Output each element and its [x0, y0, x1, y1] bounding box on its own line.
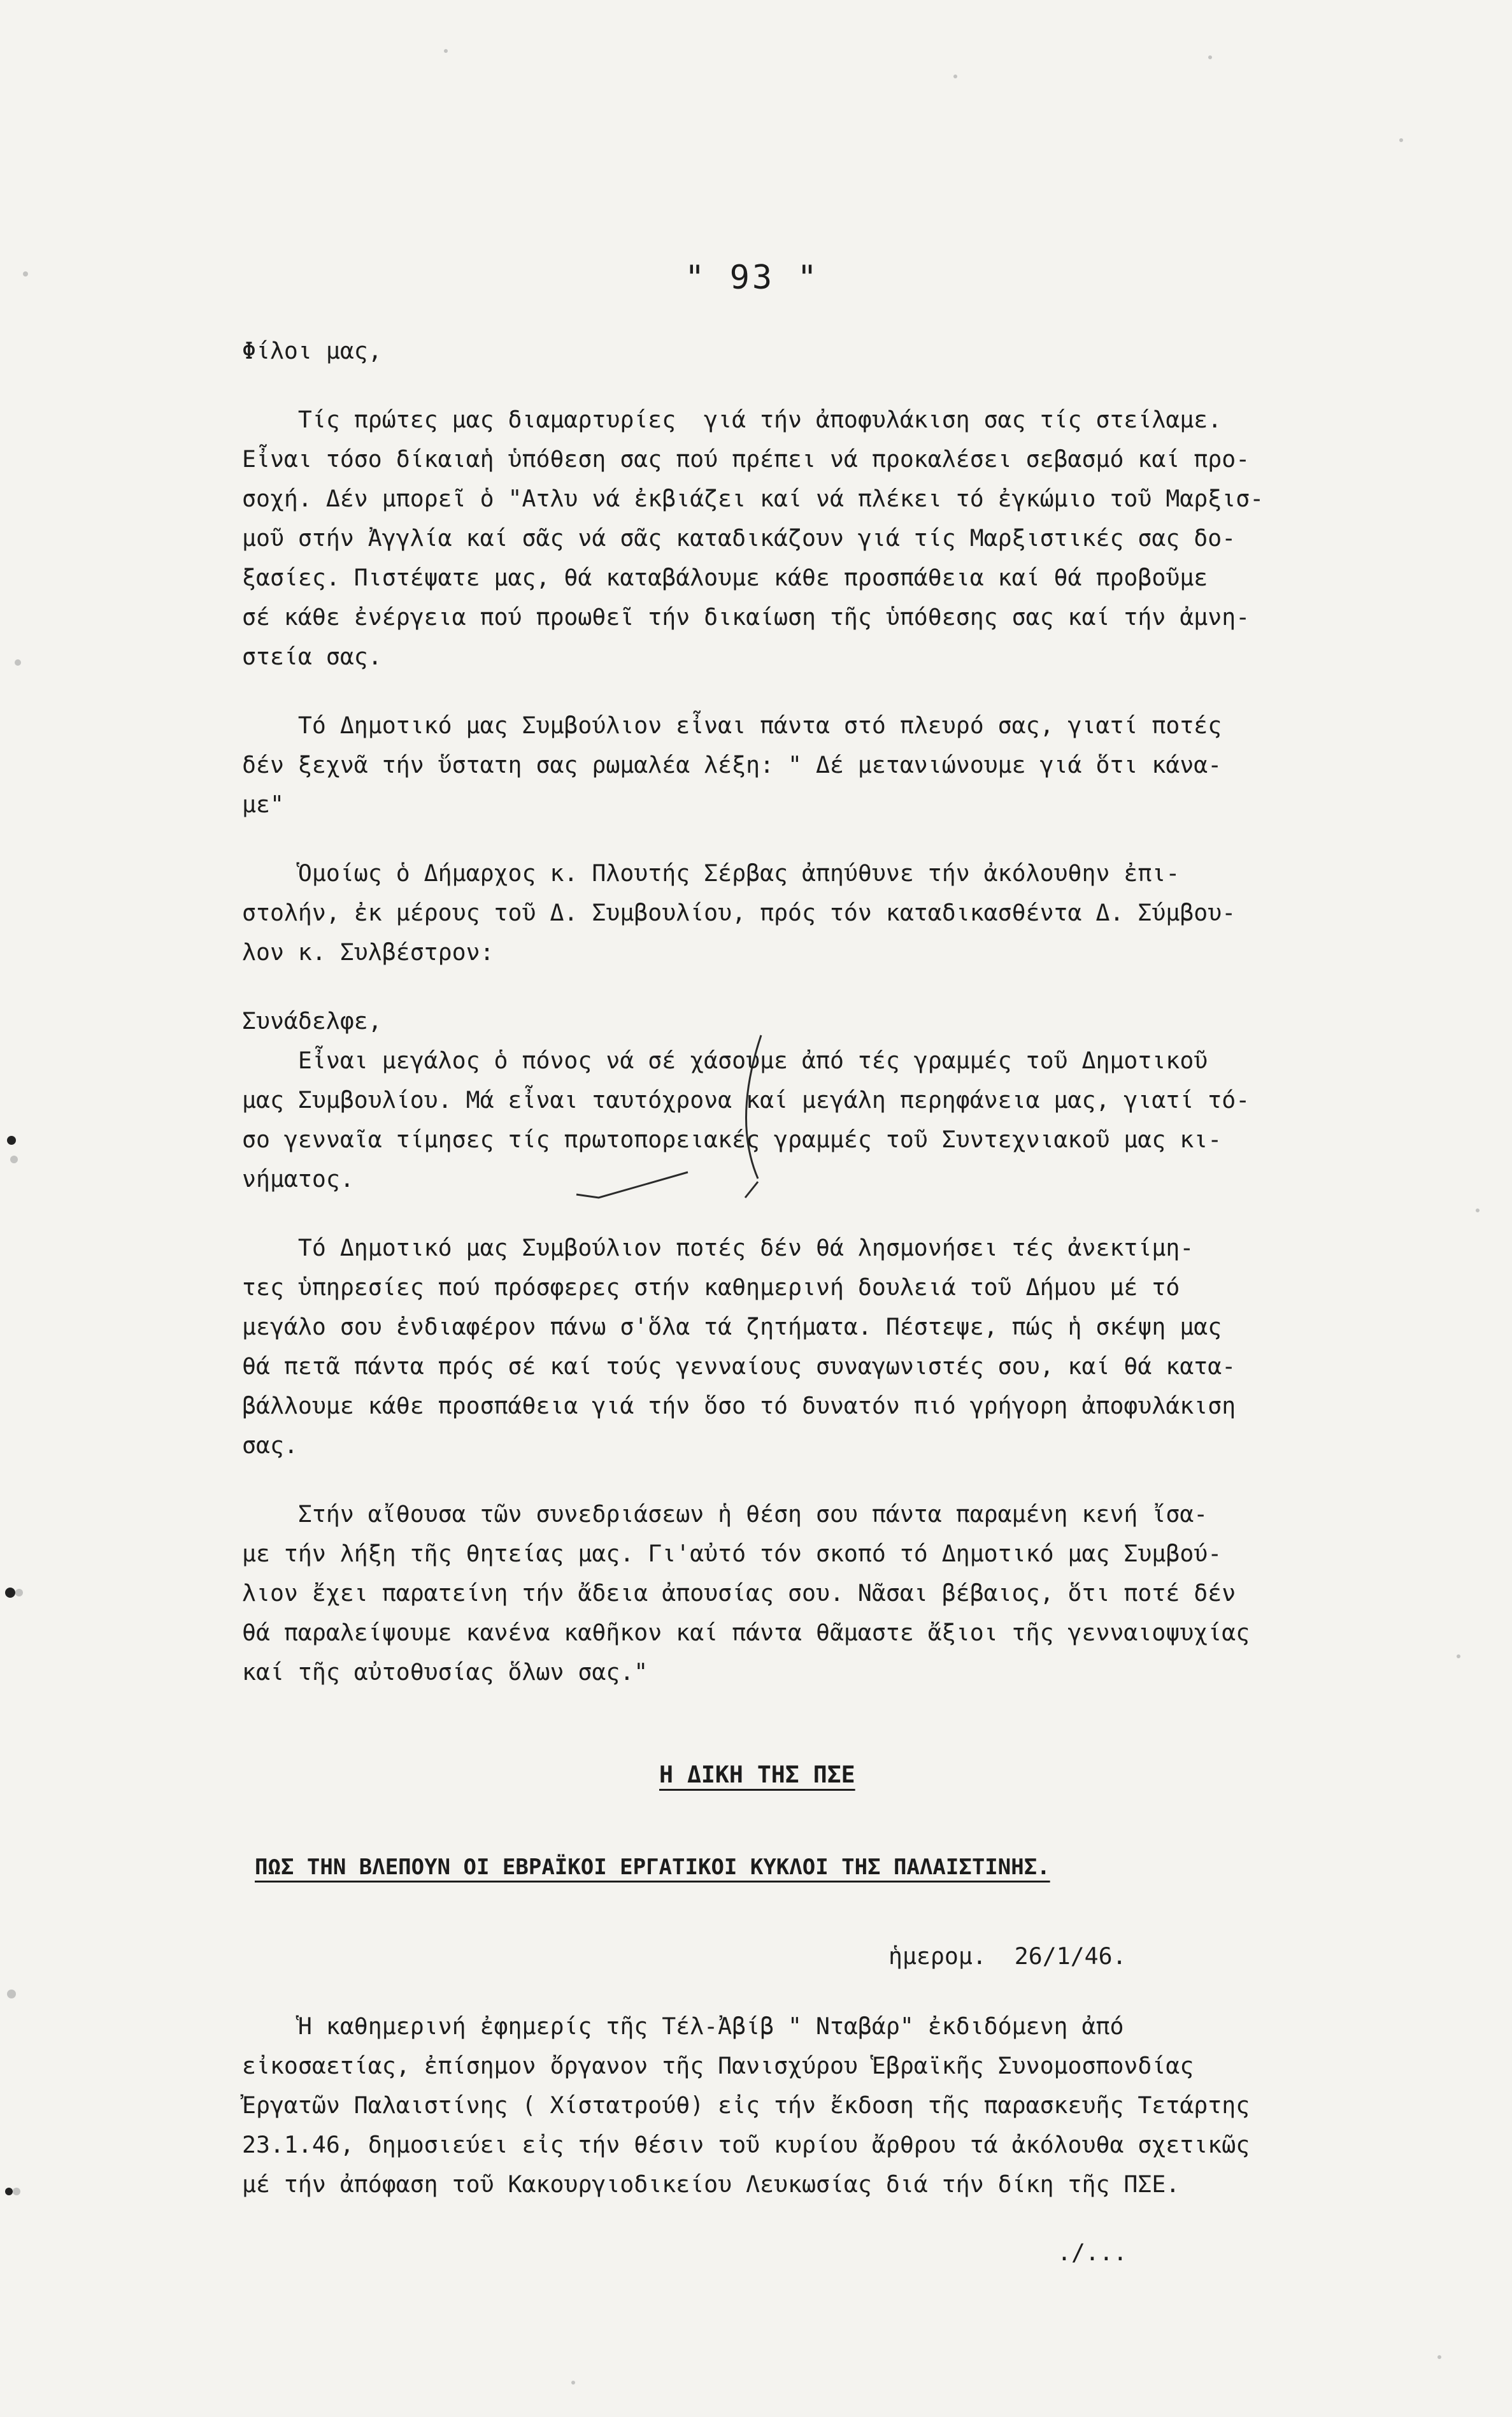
text-line: σο γενναῖα τίμησες τίς πρωτοπορειακές γραμμές τοῦ Συντεχνιακοῦ μας κι- — [242, 1126, 1222, 1153]
text-line: Στήν αἴθουσα τῶν συνεδριάσεων ἡ θέση σου πάντα παραμένη κενή ἴσα- — [242, 1500, 1208, 1528]
section-heading-palestine: ΠΩΣ ΤΗΝ ΒΛΕΠΟΥΝ ΟΙ ΕΒΡΑΪΚΟΙ ΕΡΓΑΤΙΚΟΙ ΚΥΚΛΟΙ ΤΗΣ ΠΑΛΑΙΣΤΙΝΗΣ. — [255, 1854, 1050, 1880]
continuation-mark: ./... — [1057, 2239, 1127, 2266]
text-line: καί τῆς αὐτοθυσίας ὅλων σας." — [242, 1658, 648, 1686]
text-line: με τήν λήξη τῆς θητείας μας. Γι'αὐτό τόν σκοπό τό Δημοτικό μας Συμβού- — [242, 1540, 1222, 1567]
date-line: ἡμερομ. 26/1/46. — [888, 1942, 1127, 1970]
text-line: σας. — [242, 1431, 298, 1459]
text-line: μεγάλο σου ἐνδιαφέρον πάνω σ'ὅλα τά ζητήματα. Πέστεψε, πώς ἡ σκέψη μας — [242, 1313, 1222, 1340]
text-line: μοῦ στήν Ἀγγλία καί σᾶς νά σᾶς καταδικάζουν γιά τίς Μαρξιστικές σας δο- — [242, 524, 1236, 552]
text-line: Ἐργατῶν Παλαιστίνης ( Χίστατρούθ) εἰς τήν ἔκδοση τῆς παρασκευῆς Τετάρτης — [242, 2091, 1250, 2119]
text-line: θά παραλείψουμε κανένα καθῆκον καί πάντα θᾶμαστε ἄξιοι τῆς γενναιοψυχίας — [242, 1619, 1250, 1646]
salutation-colleague: Συνάδελφε, — [242, 1007, 382, 1035]
text-line: Εἶναι μεγάλος ὁ πόνος νά σέ χάσουμε ἀπό τές γραμμές τοῦ Δημοτικοῦ — [242, 1047, 1208, 1074]
section-heading-trial: Η ΔΙΚΗ ΤΗΣ ΠΣΕ — [659, 1761, 855, 1788]
text-line: μέ τήν ἀπόφαση τοῦ Κακουργιοδικείου Λευκωσίας διά τήν δίκη τῆς ΠΣΕ. — [242, 2170, 1180, 2198]
text-line: στολήν, ἐκ μέρους τοῦ Δ. Συμβουλίου, πρός τόν καταδικασθέντα Δ. Σύμβου- — [242, 899, 1236, 926]
text-line: δέν ξεχνᾶ τήν ὕστατη σας ρωμαλέα λέξη: " Δέ μετανιώνουμε γιά ὅτι κάνα- — [242, 751, 1222, 778]
text-line: Τό Δημοτικό μας Συμβούλιον εἶναι πάντα στό πλευρό σας, γιατί ποτές — [242, 712, 1222, 739]
text-line: Ἡ καθημερινή ἐφημερίς τῆς Τέλ-Ἀβίβ " Νταβάρ" ἐκδιδόμενη ἀπό — [242, 2012, 1124, 2040]
text-line: ξασίες. Πιστέψατε μας, θά καταβάλουμε κάθε προσπάθεια καί θά προβοῦμε — [242, 564, 1208, 591]
text-line: θά πετᾶ πάντα πρός σέ καί τούς γενναίους συναγωνιστές σου, καί θά κατα- — [242, 1352, 1236, 1380]
text-line: στεία σας. — [242, 643, 382, 670]
text-line: σέ κάθε ἐνέργεια πού προωθεῖ τήν δικαίωση τῆς ὑπόθεσης σας καί τήν ἀμνη- — [242, 603, 1250, 631]
text-line: βάλλουμε κάθε προσπάθεια γιά τήν ὅσο τό δυνατόν πιό γρήγορη ἀποφυλάκιση — [242, 1392, 1236, 1419]
text-line: Εἶναι τόσο δίκαιαἡ ὑπόθεση σας πού πρέπει νά προκαλέσει σεβασμό καί προ- — [242, 445, 1250, 473]
text-line: τες ὑπηρεσίες πού πρόσφερες στήν καθημερινή δουλειά τοῦ Δήμου μέ τό — [242, 1273, 1180, 1301]
salutation-friends: Φίλοι μας, — [242, 337, 382, 364]
text-line: μας Συμβουλίου. Μά εἶναι ταυτόχρονα καί μεγάλη περηφάνεια μας, γιατί τό- — [242, 1086, 1250, 1114]
text-line: λον κ. Συλβέστρον: — [242, 938, 494, 966]
text-line: Τό Δημοτικό μας Συμβούλιον ποτές δέν θά λησμονήσει τές ἀνεκτίμη- — [242, 1234, 1194, 1261]
text-line: Ὁμοίως ὁ Δήμαρχος κ. Πλουτής Σέρβας ἀπηύθυνε τήν ἀκόλουθην ἐπι- — [242, 859, 1180, 887]
text-line: 23.1.46, δημοσιεύει εἰς τήν θέσιν τοῦ κυρίου ἄρθρου τά ἀκόλουθα σχετικῶς — [242, 2131, 1250, 2158]
text-line: λιον ἔχει παρατείνη τήν ἄδεια ἀπουσίας σου. Νᾶσαι βέβαιος, ὅτι ποτέ δέν — [242, 1579, 1236, 1607]
page-number: " 93 " — [685, 259, 820, 297]
text-line: με" — [242, 791, 284, 818]
text-line: εἰκοσαετίας, ἐπίσημον ὄργανον τῆς Πανισχύρου Ἑβραϊκῆς Συνομοσπονδίας — [242, 2052, 1194, 2079]
text-line: σοχή. Δέν μπορεῖ ὁ "Ατλυ νά ἐκβιάζει καί νά πλέκει τό ἐγκώμιο τοῦ Μαρξισ- — [242, 485, 1264, 512]
text-line: νήματος. — [242, 1165, 354, 1193]
text-line: Τίς πρώτες μας διαμαρτυρίες γιά τήν ἀποφυλάκιση σας τίς στείλαμε. — [242, 406, 1222, 433]
